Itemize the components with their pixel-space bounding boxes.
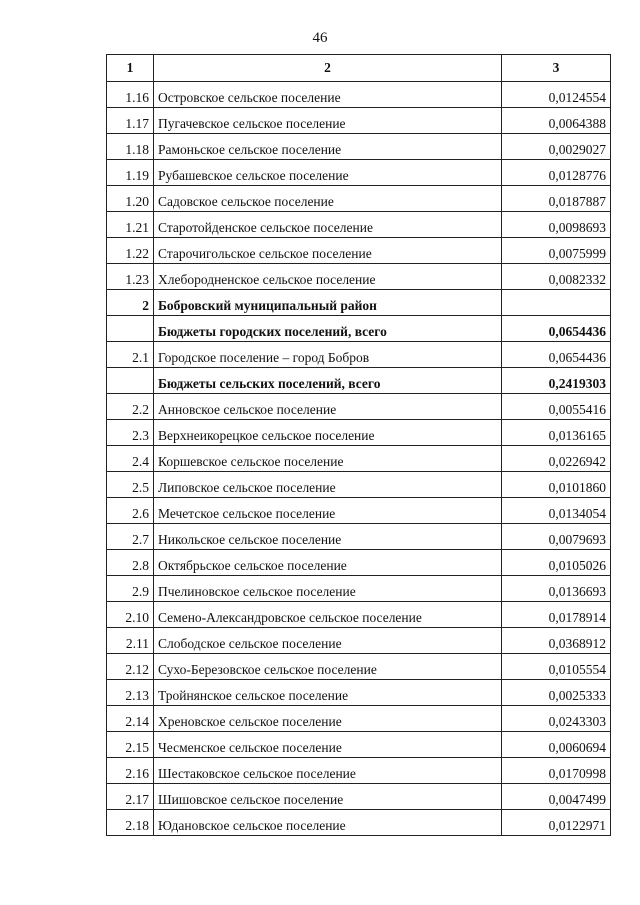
settlement-name-cell: Чесменское сельское поселение [154, 732, 502, 758]
row-number-cell: 2.17 [107, 784, 154, 810]
share-value-cell: 0,0075999 [502, 238, 611, 264]
row-number-cell: 1.16 [107, 82, 154, 108]
table-row [107, 706, 611, 732]
table-row [107, 680, 611, 706]
settlement-name-cell: Бюджеты городских поселений, всего [154, 316, 502, 342]
table-row [107, 160, 611, 186]
row-number-cell: 2.12 [107, 654, 154, 680]
table-row [107, 810, 611, 836]
share-value-cell: 0,0128776 [502, 160, 611, 186]
row-number-cell: 2.13 [107, 680, 154, 706]
share-value-cell: 0,0029027 [502, 134, 611, 160]
share-value-cell: 0,0654436 [502, 316, 611, 342]
row-number-cell: 1.18 [107, 134, 154, 160]
share-value-cell: 0,0170998 [502, 758, 611, 784]
settlement-name-cell: Юдановское сельское поселение [154, 810, 502, 836]
table-row [107, 264, 611, 290]
share-value-cell: 0,0105026 [502, 550, 611, 576]
table-row [107, 628, 611, 654]
share-value-cell: 0,0654436 [502, 342, 611, 368]
table-row [107, 758, 611, 784]
row-number-cell [107, 368, 154, 394]
row-number-cell: 2.16 [107, 758, 154, 784]
table-body [107, 82, 611, 836]
row-number-cell: 2.5 [107, 472, 154, 498]
share-value-cell: 0,0064388 [502, 108, 611, 134]
header-col-1: 1 [107, 55, 154, 82]
table-row [107, 316, 611, 342]
table-row [107, 602, 611, 628]
row-number-cell: 2.18 [107, 810, 154, 836]
row-number-cell: 2.9 [107, 576, 154, 602]
settlement-name-cell: Островское сельское поселение [154, 82, 502, 108]
row-number-cell: 2.6 [107, 498, 154, 524]
share-value-cell: 0,0025333 [502, 680, 611, 706]
table-row [107, 342, 611, 368]
table-row [107, 212, 611, 238]
row-number-cell: 2.15 [107, 732, 154, 758]
table-row [107, 550, 611, 576]
share-value-cell: 0,0187887 [502, 186, 611, 212]
settlement-name-cell: Старотойденское сельское поселение [154, 212, 502, 238]
table-row [107, 576, 611, 602]
share-value-cell: 0,0060694 [502, 732, 611, 758]
row-number-cell: 2.3 [107, 420, 154, 446]
table-row [107, 498, 611, 524]
settlement-name-cell: Городское поселение – город Бобров [154, 342, 502, 368]
row-number-cell [107, 316, 154, 342]
row-number-cell: 2.11 [107, 628, 154, 654]
settlement-name-cell: Тройнянское сельское поселение [154, 680, 502, 706]
table-row [107, 732, 611, 758]
table-row [107, 82, 611, 108]
share-value-cell: 0,0226942 [502, 446, 611, 472]
settlement-name-cell: Садовское сельское поселение [154, 186, 502, 212]
share-value-cell: 0,0178914 [502, 602, 611, 628]
table-row [107, 108, 611, 134]
settlement-name-cell: Рубашевское сельское поселение [154, 160, 502, 186]
row-number-cell: 2.7 [107, 524, 154, 550]
settlement-name-cell: Пчелиновское сельское поселение [154, 576, 502, 602]
share-value-cell: 0,0136165 [502, 420, 611, 446]
share-value-cell: 0,0136693 [502, 576, 611, 602]
header-col-2: 2 [154, 55, 502, 82]
share-value-cell: 0,0101860 [502, 472, 611, 498]
settlement-name-cell: Рамоньское сельское поселение [154, 134, 502, 160]
row-number-cell: 2.8 [107, 550, 154, 576]
table-header-row [107, 55, 611, 82]
share-value-cell: 0,0055416 [502, 394, 611, 420]
settlement-name-cell: Бюджеты сельских поселений, всего [154, 368, 502, 394]
settlement-name-cell: Хреновское сельское поселение [154, 706, 502, 732]
row-number-cell: 2.14 [107, 706, 154, 732]
share-value-cell: 0,0243303 [502, 706, 611, 732]
row-number-cell: 1.21 [107, 212, 154, 238]
table-row [107, 394, 611, 420]
settlement-name-cell: Октябрьское сельское поселение [154, 550, 502, 576]
table-row [107, 186, 611, 212]
settlement-name-cell: Слободское сельское поселение [154, 628, 502, 654]
share-value-cell: 0,0368912 [502, 628, 611, 654]
row-number-cell: 2.2 [107, 394, 154, 420]
table-row [107, 290, 611, 316]
settlement-name-cell: Пугачевское сельское поселение [154, 108, 502, 134]
row-number-cell: 1.20 [107, 186, 154, 212]
table-row [107, 238, 611, 264]
table-row [107, 524, 611, 550]
settlement-name-cell: Хлебородненское сельское поселение [154, 264, 502, 290]
settlement-name-cell: Коршевское сельское поселение [154, 446, 502, 472]
table-row [107, 472, 611, 498]
share-value-cell [502, 290, 611, 316]
settlement-name-cell: Старочигольское сельское поселение [154, 238, 502, 264]
share-value-cell: 0,0047499 [502, 784, 611, 810]
share-value-cell: 0,0124554 [502, 82, 611, 108]
settlement-name-cell: Семено-Александровское сельское поселение [154, 602, 502, 628]
page-number: 46 [312, 30, 328, 46]
share-value-cell: 0,0134054 [502, 498, 611, 524]
settlement-name-cell: Анновское сельское поселение [154, 394, 502, 420]
row-number-cell: 1.22 [107, 238, 154, 264]
share-value-cell: 0,2419303 [502, 368, 611, 394]
row-number-cell: 1.17 [107, 108, 154, 134]
table-row [107, 784, 611, 810]
row-number-cell: 1.23 [107, 264, 154, 290]
share-value-cell: 0,0122971 [502, 810, 611, 836]
share-value-cell: 0,0082332 [502, 264, 611, 290]
share-value-cell: 0,0105554 [502, 654, 611, 680]
share-value-cell: 0,0079693 [502, 524, 611, 550]
row-number-cell: 2.10 [107, 602, 154, 628]
header-col-3: 3 [502, 55, 611, 82]
settlement-name-cell: Шестаковское сельское поселение [154, 758, 502, 784]
settlement-name-cell: Шишовское сельское поселение [154, 784, 502, 810]
table-row [107, 446, 611, 472]
row-number-cell: 2.1 [107, 342, 154, 368]
table-row [107, 368, 611, 394]
row-number-cell: 2 [107, 290, 154, 316]
settlement-name-cell: Мечетское сельское поселение [154, 498, 502, 524]
settlement-name-cell: Бобровский муниципальный район [154, 290, 502, 316]
row-number-cell: 1.19 [107, 160, 154, 186]
table-row [107, 134, 611, 160]
settlement-name-cell: Верхнеикорецкое сельское поселение [154, 420, 502, 446]
row-number-cell: 2.4 [107, 446, 154, 472]
settlement-name-cell: Никольское сельское поселение [154, 524, 502, 550]
settlement-name-cell: Липовское сельское поселение [154, 472, 502, 498]
table-row [107, 654, 611, 680]
table-row [107, 420, 611, 446]
share-value-cell: 0,0098693 [502, 212, 611, 238]
settlement-name-cell: Сухо-Березовское сельское поселение [154, 654, 502, 680]
budget-share-table [106, 54, 611, 836]
